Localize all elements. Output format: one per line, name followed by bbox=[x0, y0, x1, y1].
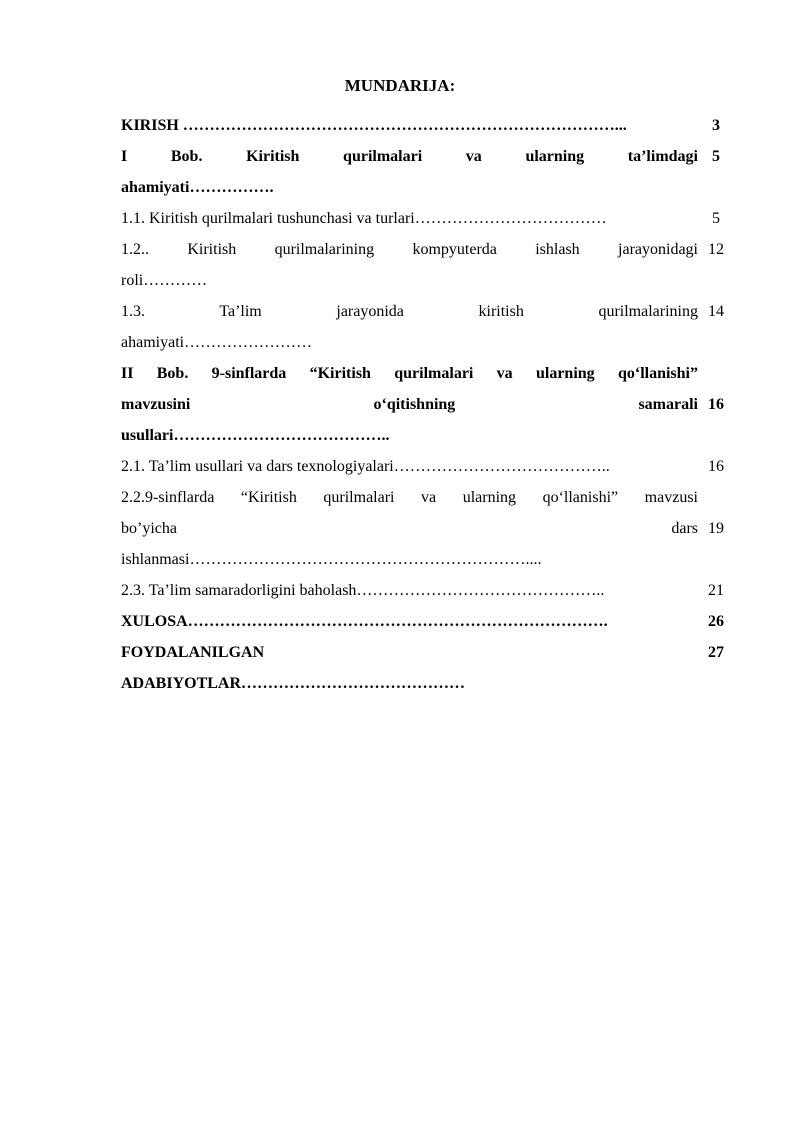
toc-line: II Bob. 9-sinflarda “Kiritish qurilmalari va ularning qo‘llanishi” bbox=[121, 365, 698, 382]
toc-page-number bbox=[698, 358, 734, 451]
toc-line: usullari………………………………….. bbox=[121, 427, 390, 444]
toc-entry-text bbox=[121, 637, 698, 699]
toc-line: ishlanmasi……………………………………………………….... bbox=[121, 551, 542, 568]
toc-page-number bbox=[698, 637, 734, 699]
toc-entry-1-3 bbox=[121, 296, 734, 358]
toc-entry-1-2 bbox=[121, 234, 734, 296]
page-number: 16 bbox=[708, 458, 724, 475]
toc-entry-text bbox=[121, 575, 698, 606]
page-number: 5 bbox=[712, 148, 720, 165]
toc-line: 1.1. Kiritish qurilmalari tushunchasi va turlari……………………………… bbox=[121, 210, 607, 227]
toc-entry-text bbox=[121, 482, 698, 575]
toc-line: XULOSA……………………………………………………………………. bbox=[121, 613, 608, 630]
toc-line: roli………… bbox=[121, 272, 208, 289]
toc-entry-text bbox=[121, 110, 698, 141]
table-of-contents bbox=[121, 110, 734, 699]
page-number: 26 bbox=[708, 613, 724, 630]
page-number: 16 bbox=[708, 396, 724, 413]
toc-page-number bbox=[698, 141, 734, 203]
toc-line: ahamiyati…………………… bbox=[121, 334, 313, 351]
toc-entry-text bbox=[121, 296, 698, 358]
toc-page-number bbox=[698, 451, 734, 482]
toc-page-number bbox=[698, 110, 734, 141]
toc-entry-references bbox=[121, 637, 734, 699]
toc-line: ahamiyati……………. bbox=[121, 179, 274, 196]
toc-line: 2.1. Ta’lim usullari va dars texnologiyalari………………………………….. bbox=[121, 458, 610, 475]
toc-line: 2.2.9-sinflarda “Kiritish qurilmalari va ularning qo‘llanishi” mavzusi bbox=[121, 489, 698, 506]
toc-line: ADABIYOTLAR…………………………………… bbox=[121, 675, 466, 692]
page-number: 14 bbox=[708, 303, 724, 320]
toc-entry-text bbox=[121, 141, 698, 203]
toc-entry-xulosa bbox=[121, 606, 734, 637]
toc-entry-2-1 bbox=[121, 451, 734, 482]
page-number: 19 bbox=[708, 520, 724, 537]
toc-entry-text bbox=[121, 606, 698, 637]
toc-entry-1-1 bbox=[121, 203, 734, 234]
toc-entry-text bbox=[121, 358, 698, 451]
toc-entry-text bbox=[121, 203, 698, 234]
toc-entry-kirish bbox=[121, 110, 734, 141]
toc-entry-chapter-1 bbox=[121, 141, 734, 203]
toc-line: 1.3. Ta’lim jarayonida kiritish qurilmalarining bbox=[121, 303, 698, 320]
toc-page-number bbox=[698, 606, 734, 637]
toc-entry-2-2 bbox=[121, 482, 734, 575]
toc-entry-2-3 bbox=[121, 575, 734, 606]
page-number: 27 bbox=[708, 644, 724, 661]
toc-line: 2.3. Ta’lim samaradorligini baholash……………………………………….. bbox=[121, 582, 605, 599]
toc-title: MUNDARIJA: bbox=[344, 76, 456, 95]
page-number: 3 bbox=[712, 117, 720, 134]
toc-entry-text bbox=[121, 451, 698, 482]
toc-entry-text bbox=[121, 234, 698, 296]
page-number: 12 bbox=[708, 241, 724, 258]
toc-line: I Bob. Kiritish qurilmalari va ularning ta’limdagi bbox=[121, 148, 698, 165]
toc-page-number bbox=[698, 482, 734, 575]
toc-line: mavzusini o‘qitishning samarali bbox=[121, 396, 698, 413]
toc-line: KIRISH ………………………………………………………………………... bbox=[121, 117, 627, 134]
toc-line: FOYDALANILGAN bbox=[121, 644, 265, 661]
toc-line: 1.2.. Kiritish qurilmalarining kompyuterda ishlash jarayonidagi bbox=[121, 241, 698, 258]
toc-page-number bbox=[698, 296, 734, 358]
toc-page-number bbox=[698, 203, 734, 234]
toc-page-number bbox=[698, 575, 734, 606]
page-number: 21 bbox=[708, 582, 724, 599]
toc-page-number bbox=[698, 234, 734, 296]
toc-entry-chapter-2 bbox=[121, 358, 734, 451]
page-number: 5 bbox=[712, 210, 720, 227]
toc-line: bo’yicha dars bbox=[121, 520, 698, 537]
